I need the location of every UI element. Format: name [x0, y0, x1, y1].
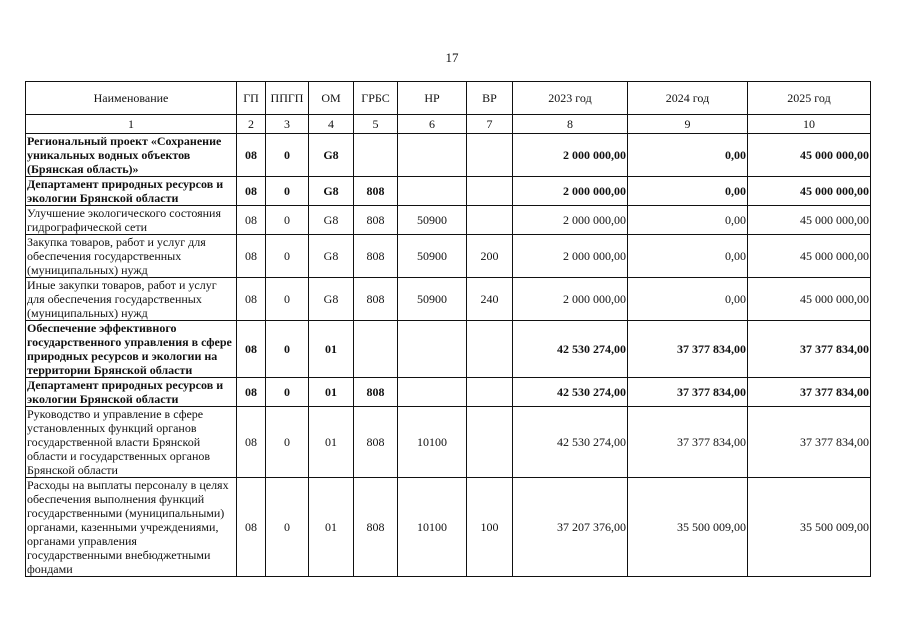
header-row	[26, 82, 871, 115]
cell-vr	[467, 321, 513, 378]
cell-nr	[398, 177, 467, 206]
cell-2024: 0,00	[628, 177, 748, 206]
table-row	[26, 407, 871, 478]
cell-gp: 08	[237, 206, 266, 235]
cell-vr	[467, 378, 513, 407]
col-header-ppgp: ППГП	[266, 82, 309, 115]
col-number: 9	[628, 115, 748, 134]
cell-ppgp: 0	[266, 206, 309, 235]
cell-gp: 08	[237, 407, 266, 478]
cell-ppgp: 0	[266, 177, 309, 206]
row-name: Департамент природных ресурсов и экологии Брянской области	[26, 177, 237, 206]
cell-2024: 37 377 834,00	[628, 321, 748, 378]
cell-ppgp: 0	[266, 321, 309, 378]
col-header-2024: 2024 год	[628, 82, 748, 115]
col-header-name: Наименование	[26, 82, 237, 115]
cell-2023: 2 000 000,00	[513, 134, 628, 177]
cell-grbs: 808	[354, 177, 398, 206]
cell-grbs: 808	[354, 407, 398, 478]
col-number: 6	[398, 115, 467, 134]
cell-nr: 50900	[398, 206, 467, 235]
cell-2025: 45 000 000,00	[748, 134, 871, 177]
col-number: 1	[26, 115, 237, 134]
cell-gp: 08	[237, 378, 266, 407]
row-name: Обеспечение эффективного государственного управления в сфере природных ресурсов и экологии на территории Брянской области	[26, 321, 237, 378]
cell-om: 01	[309, 478, 354, 577]
cell-grbs: 808	[354, 235, 398, 278]
cell-vr	[467, 407, 513, 478]
cell-gp: 08	[237, 235, 266, 278]
cell-ppgp: 0	[266, 278, 309, 321]
cell-2024: 0,00	[628, 278, 748, 321]
col-header-gp: ГП	[237, 82, 266, 115]
cell-2024: 37 377 834,00	[628, 378, 748, 407]
cell-2025: 37 377 834,00	[748, 378, 871, 407]
cell-vr: 100	[467, 478, 513, 577]
cell-nr	[398, 134, 467, 177]
cell-2025: 45 000 000,00	[748, 177, 871, 206]
table-row	[26, 478, 871, 577]
cell-om: G8	[309, 278, 354, 321]
cell-2023: 2 000 000,00	[513, 235, 628, 278]
cell-2025: 37 377 834,00	[748, 407, 871, 478]
cell-grbs: 808	[354, 478, 398, 577]
cell-om: G8	[309, 206, 354, 235]
cell-2023: 2 000 000,00	[513, 177, 628, 206]
cell-ppgp: 0	[266, 407, 309, 478]
cell-2023: 42 530 274,00	[513, 321, 628, 378]
col-header-2023: 2023 год	[513, 82, 628, 115]
page-number: 17	[445, 50, 459, 65]
cell-ppgp: 0	[266, 378, 309, 407]
cell-gp: 08	[237, 278, 266, 321]
cell-vr: 200	[467, 235, 513, 278]
table-row	[26, 378, 871, 407]
col-header-vr: ВР	[467, 82, 513, 115]
cell-2023: 42 530 274,00	[513, 407, 628, 478]
row-name: Улучшение экологического состояния гидрографической сети	[26, 206, 237, 235]
cell-nr	[398, 378, 467, 407]
cell-2023: 2 000 000,00	[513, 206, 628, 235]
table-row	[26, 206, 871, 235]
col-header-nr: НР	[398, 82, 467, 115]
cell-2024: 35 500 009,00	[628, 478, 748, 577]
table-row	[26, 177, 871, 206]
cell-2023: 42 530 274,00	[513, 378, 628, 407]
cell-grbs: 808	[354, 278, 398, 321]
col-header-grbs: ГРБС	[354, 82, 398, 115]
cell-gp: 08	[237, 321, 266, 378]
cell-om: 01	[309, 407, 354, 478]
col-number: 10	[748, 115, 871, 134]
cell-2025: 45 000 000,00	[748, 206, 871, 235]
table-row	[26, 278, 871, 321]
cell-grbs	[354, 134, 398, 177]
table-row	[26, 235, 871, 278]
cell-gp: 08	[237, 478, 266, 577]
cell-2025: 45 000 000,00	[748, 278, 871, 321]
cell-nr: 10100	[398, 407, 467, 478]
row-name: Региональный проект «Сохранение уникальных водных объектов (Брянская область)»	[26, 134, 237, 177]
cell-grbs	[354, 321, 398, 378]
cell-ppgp: 0	[266, 478, 309, 577]
cell-om: 01	[309, 321, 354, 378]
col-number: 8	[513, 115, 628, 134]
cell-nr	[398, 321, 467, 378]
cell-2024: 37 377 834,00	[628, 407, 748, 478]
row-name: Руководство и управление в сфере установленных функций органов государственной власти Брянской области и государственных органов Брянской области	[26, 407, 237, 478]
cell-2025: 35 500 009,00	[748, 478, 871, 577]
budget-table	[25, 81, 871, 577]
col-number: 7	[467, 115, 513, 134]
cell-gp: 08	[237, 177, 266, 206]
cell-2024: 0,00	[628, 134, 748, 177]
cell-nr: 50900	[398, 235, 467, 278]
cell-om: G8	[309, 134, 354, 177]
col-number: 2	[237, 115, 266, 134]
table-row	[26, 321, 871, 378]
cell-om: G8	[309, 235, 354, 278]
table-row	[26, 134, 871, 177]
cell-ppgp: 0	[266, 134, 309, 177]
cell-2023: 2 000 000,00	[513, 278, 628, 321]
cell-om: 01	[309, 378, 354, 407]
cell-ppgp: 0	[266, 235, 309, 278]
cell-vr	[467, 177, 513, 206]
cell-gp: 08	[237, 134, 266, 177]
cell-2024: 0,00	[628, 235, 748, 278]
row-name: Иные закупки товаров, работ и услуг для обеспечения государственных (муниципальных) нужд	[26, 278, 237, 321]
cell-vr: 240	[467, 278, 513, 321]
cell-nr: 50900	[398, 278, 467, 321]
col-header-2025: 2025 год	[748, 82, 871, 115]
cell-vr	[467, 206, 513, 235]
col-number: 4	[309, 115, 354, 134]
cell-grbs: 808	[354, 206, 398, 235]
cell-2025: 37 377 834,00	[748, 321, 871, 378]
col-number: 5	[354, 115, 398, 134]
row-name: Закупка товаров, работ и услуг для обеспечения государственных (муниципальных) нужд	[26, 235, 237, 278]
cell-2024: 0,00	[628, 206, 748, 235]
col-number: 3	[266, 115, 309, 134]
col-header-om: ОМ	[309, 82, 354, 115]
cell-2025: 45 000 000,00	[748, 235, 871, 278]
cell-grbs: 808	[354, 378, 398, 407]
cell-2023: 37 207 376,00	[513, 478, 628, 577]
cell-nr: 10100	[398, 478, 467, 577]
row-name: Расходы на выплаты персоналу в целях обеспечения выполнения функций государственными (муниципальными) органами, казенными учреждениями, органами управления государственными внебюджетными фондами	[26, 478, 237, 577]
row-name: Департамент природных ресурсов и экологии Брянской области	[26, 378, 237, 407]
cell-om: G8	[309, 177, 354, 206]
cell-vr	[467, 134, 513, 177]
column-number-row	[26, 115, 871, 134]
